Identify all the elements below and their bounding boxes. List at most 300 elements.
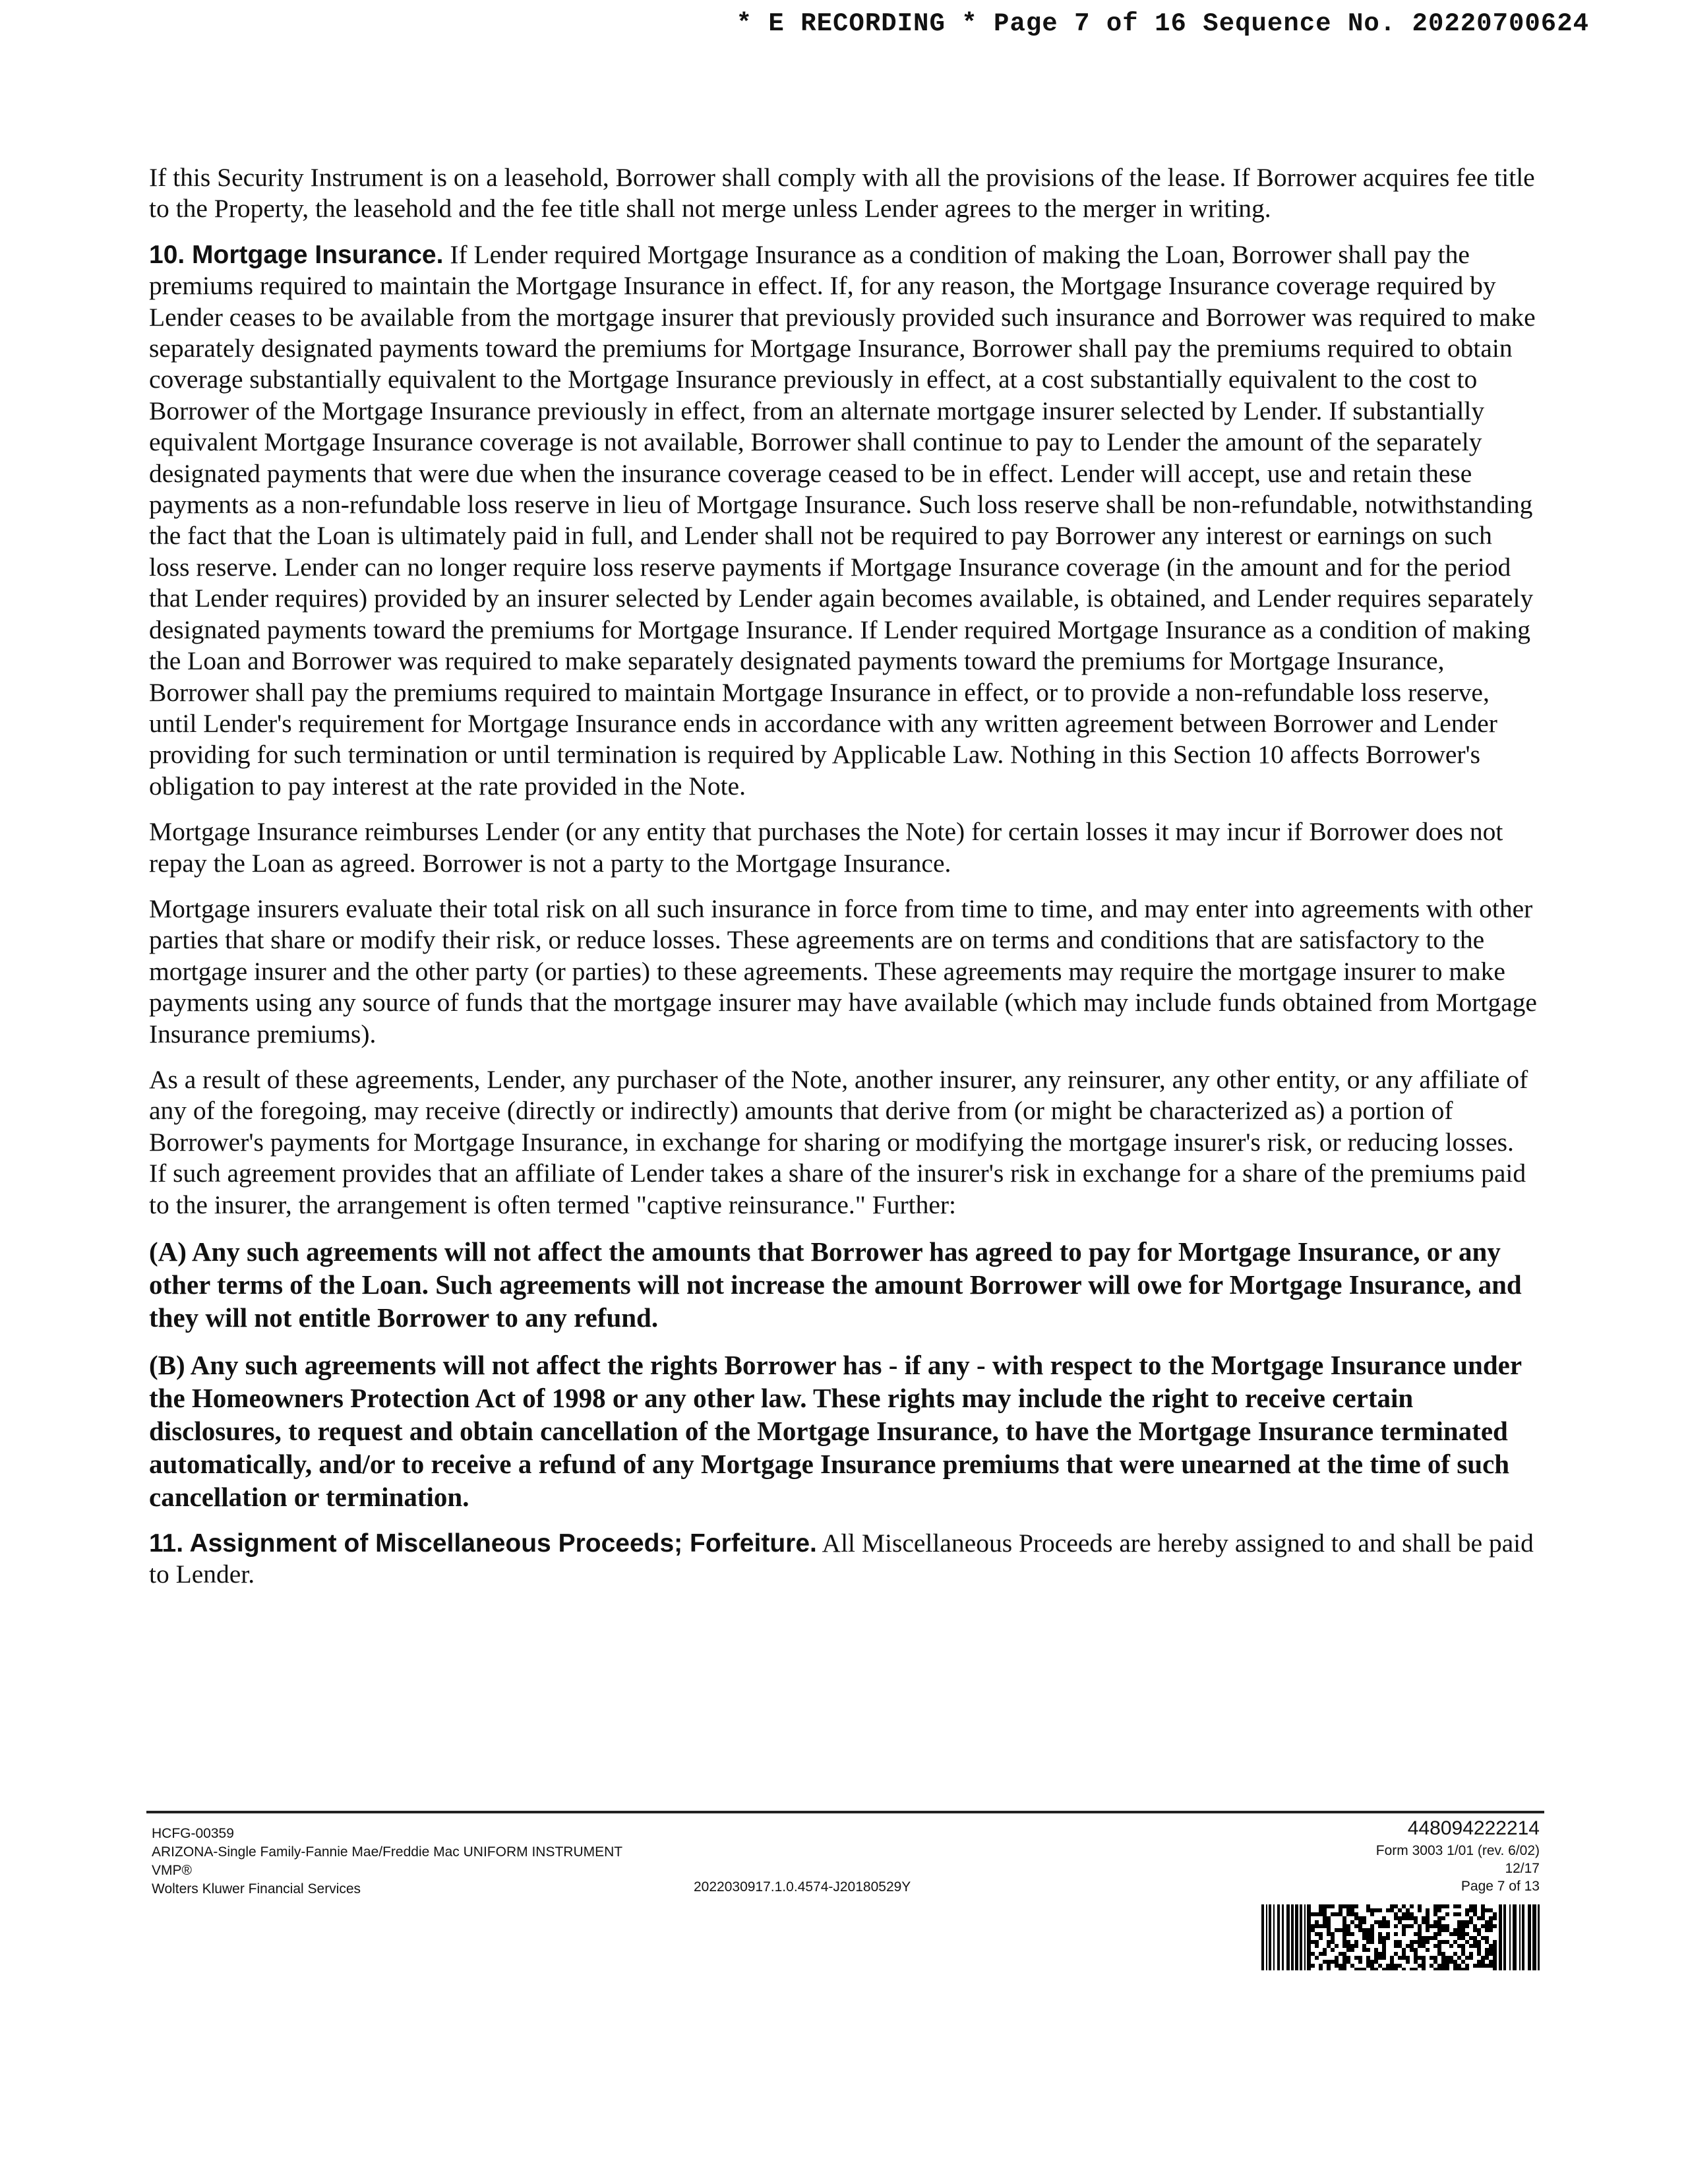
barcode-bar <box>1366 1948 1370 1952</box>
barcode-bar <box>1481 1904 1485 1908</box>
barcode-bar <box>1461 1948 1465 1952</box>
barcode-bar <box>1461 1960 1465 1964</box>
barcode-bar <box>1441 1940 1445 1944</box>
barcode-bar <box>1461 1928 1465 1932</box>
barcode-bar <box>1398 1964 1402 1968</box>
barcode-bar <box>1489 1944 1493 1948</box>
barcode-bar <box>1469 1920 1473 1924</box>
barcode-bar <box>1300 1904 1302 1970</box>
form-code: HCFG-00359 <box>152 1826 234 1841</box>
barcode-bar <box>1382 1920 1386 1924</box>
reimburses-paragraph: Mortgage Insurance reimburses Lender (or any entity that purchases the Note) for certain losses it may incur if Borrower does not repay the Loan as agreed. Borrower is not a party to the Mortgage Insurance. <box>149 817 1503 878</box>
barcode-bar <box>1422 1916 1426 1920</box>
barcode-bar <box>1350 1932 1354 1936</box>
barcode-bar <box>1378 1908 1382 1912</box>
barcode-bar <box>1426 1920 1430 1924</box>
barcode-bar <box>1461 1924 1465 1928</box>
barcode-bar <box>1273 1904 1275 1970</box>
barcode-bar <box>1378 1940 1382 1944</box>
barcode-bar <box>1354 1956 1358 1960</box>
barcode-bar <box>1481 1936 1485 1940</box>
barcode-bar <box>1465 1964 1469 1968</box>
barcode-bar <box>1346 1956 1350 1960</box>
barcode-bar <box>1493 1968 1497 1970</box>
barcode-bar <box>1449 1944 1453 1948</box>
barcode-bar <box>1390 1960 1394 1964</box>
barcode-bar <box>1342 1964 1346 1968</box>
insurers-paragraph: Mortgage insurers evaluate their total risk on all such insurance in force from time to time, and may enter into agreements with other parties that share or modify their risk, or reduce losses. These agreements are on terms and conditions that are satisfactory to the mortgage insurer and the other party (or parties) to these agreements. These agreements may require the mortgage insurer to make payments using any source of funds that the mortgage insurer may have available (which may include funds obtained from Mortgage Insurance premiums). <box>149 894 1537 1048</box>
barcode-bar <box>1406 1924 1410 1928</box>
barcode-bar <box>1315 1920 1319 1924</box>
barcode-bar <box>1386 1908 1390 1912</box>
barcode-bar <box>1378 1956 1382 1960</box>
barcode-bar <box>1335 1964 1339 1968</box>
barcode-bar <box>1493 1956 1497 1960</box>
barcode-bar <box>1481 1912 1485 1916</box>
barcode-bar <box>1445 1968 1449 1970</box>
section-10-heading: 10. Mortgage Insurance. <box>149 240 444 269</box>
barcode-bar <box>1342 1956 1346 1960</box>
barcode-bar <box>1457 1904 1461 1908</box>
barcode-bar <box>1457 1920 1461 1924</box>
section-11-heading: 11. Assignment of Miscellaneous Proceeds; Forfeiture. <box>149 1529 817 1558</box>
barcode-bar <box>1414 1948 1418 1952</box>
barcode-bar <box>1370 1960 1374 1964</box>
barcode-bar <box>1382 1924 1386 1928</box>
barcode-bar <box>1414 1932 1418 1936</box>
barcode-bar <box>1485 1920 1489 1924</box>
footer-right <box>1376 1815 1540 1895</box>
barcode-bar <box>1437 1968 1441 1970</box>
barcode-bar <box>1461 1952 1465 1956</box>
barcode-bar <box>1493 1916 1497 1920</box>
barcode-bar <box>1465 1920 1469 1924</box>
barcode-bar <box>1374 1968 1378 1970</box>
barcode-bar <box>1445 1940 1449 1944</box>
barcode-bar <box>1426 1924 1430 1928</box>
barcode-bar <box>1319 1924 1323 1928</box>
barcode-bar <box>1307 1904 1311 1970</box>
barcode-bar <box>1398 1944 1402 1948</box>
barcode-bar <box>1469 1908 1473 1912</box>
barcode-bar <box>1350 1944 1354 1948</box>
barcode-bar <box>1477 1952 1481 1956</box>
barcode-bar <box>1441 1960 1445 1964</box>
barcode-bar <box>1441 1964 1445 1968</box>
barcode-bar <box>1433 1908 1437 1912</box>
barcode-bar <box>1378 1920 1382 1924</box>
barcode-bar <box>1465 1956 1469 1960</box>
barcode-bar <box>1418 1928 1422 1932</box>
result-paragraph: As a result of these agreements, Lender, any purchaser of the Note, another insurer, any reinsurer, any other entity, or any affiliate of any of the foregoing, may receive (directly or indirectly) amounts that derive from (or might be characterized as) a portion of Borrower's payments for Mortgage Insurance, in exchange for sharing or modifying the mortgage insurer's risk, or reducing losses. If such agreement provides that an affiliate of Lender takes a share of the insurer's risk in exchange for a share of the premiums paid to the insurer, the arrangement is often termed "captive reinsurance." Further: <box>149 1064 1528 1219</box>
clause-b-paragraph: (B) Any such agreements will not affect the rights Borrower has - if any - with respect to the Mortgage Insurance under the Homeowners Protection Act of 1998 or any other law. These rights may include the right to receive certain disclosures, to request and obtain cancellation of the Mortgage Insurance, to have the Mortgage Insurance terminated automatically, and/or to receive a refund of any Mortgage Insurance premiums that were unearned at the time of such cancellation or termination. <box>149 1350 1522 1512</box>
barcode-bar <box>1433 1932 1437 1936</box>
barcode-bar <box>1362 1948 1366 1952</box>
barcode-bar <box>1331 1912 1335 1916</box>
barcode-bar <box>1311 1940 1315 1944</box>
barcode-bar <box>1346 1940 1350 1944</box>
barcode-bar <box>1477 1960 1481 1964</box>
barcode-bar <box>1331 1960 1335 1964</box>
barcode-bar <box>1426 1948 1430 1952</box>
barcode-bar <box>1481 1908 1485 1912</box>
barcode-bar <box>1394 1964 1398 1968</box>
barcode-bar <box>1331 1904 1335 1908</box>
barcode-bar <box>1394 1944 1398 1948</box>
barcode-bar <box>1327 1968 1331 1970</box>
barcode-bar <box>1493 1960 1497 1964</box>
barcode-bar <box>1342 1944 1346 1948</box>
barcode-bar <box>1469 1952 1473 1956</box>
barcode-bar <box>1402 1916 1406 1920</box>
barcode-bar <box>1327 1904 1331 1908</box>
barcode-bar <box>1522 1904 1524 1970</box>
barcode-bar <box>1370 1932 1374 1936</box>
barcode-bar <box>1414 1968 1418 1970</box>
barcode-bar <box>1437 1952 1441 1956</box>
barcode-bar <box>1354 1916 1358 1920</box>
barcode-bar <box>1327 1944 1331 1948</box>
barcode-bar <box>1465 1908 1469 1912</box>
barcode-bar <box>1319 1908 1323 1912</box>
barcode-bar <box>1485 1964 1489 1968</box>
barcode-bar <box>1441 1916 1445 1920</box>
barcode-bar <box>1390 1964 1394 1968</box>
footer-left <box>152 1825 622 1898</box>
barcode-bar <box>1513 1904 1517 1970</box>
barcode-bar <box>1394 1940 1398 1944</box>
barcode-bar <box>1386 1964 1390 1968</box>
barcode-bar <box>1485 1908 1489 1912</box>
barcode-bar <box>1489 1924 1493 1928</box>
leasehold-paragraph: If this Security Instrument is on a leasehold, Borrower shall comply with all the provisions of the lease. If Borrower acquires fee title to the Property, the leasehold and the fee title shall not merge unless Lender agrees to the merger in writing. <box>149 163 1535 224</box>
barcode-bar <box>1282 1904 1284 1970</box>
barcode-bar <box>1342 1904 1346 1908</box>
barcode-bar <box>1430 1924 1433 1928</box>
section-11-text: All Miscellaneous Proceeds are hereby assigned to and shall be paid to Lender. <box>149 1529 1534 1589</box>
barcode-bar <box>1331 1932 1335 1936</box>
barcode-bar <box>1402 1924 1406 1928</box>
barcode-bar <box>1378 1932 1382 1936</box>
barcode-bar <box>1481 1960 1485 1964</box>
barcode-bar <box>1445 1960 1449 1964</box>
barcode-bar <box>1493 1948 1497 1952</box>
barcode-bar <box>1457 1936 1461 1940</box>
barcode-bar <box>1295 1904 1298 1970</box>
barcode-bar <box>1354 1924 1358 1928</box>
barcode-bar <box>1366 1928 1370 1932</box>
barcode-bar <box>1358 1960 1362 1964</box>
barcode-bar <box>1422 1956 1426 1960</box>
barcode-bar <box>1469 1916 1473 1920</box>
barcode-bar <box>1414 1952 1418 1956</box>
barcode-bar <box>1331 1948 1335 1952</box>
barcode-bar <box>1469 1936 1473 1940</box>
footer-divider <box>146 1811 1544 1813</box>
barcode-bar <box>1437 1916 1441 1920</box>
barcode-bar <box>1406 1916 1410 1920</box>
barcode-bar <box>1346 1960 1350 1964</box>
barcode-bar <box>1445 1912 1449 1916</box>
barcode-bar <box>1410 1912 1414 1916</box>
barcode-bar <box>1430 1936 1433 1940</box>
barcode-bar <box>1269 1904 1271 1970</box>
barcode-bar <box>1453 1960 1457 1964</box>
barcode-bar <box>1402 1968 1406 1970</box>
barcode-bar <box>1366 1940 1370 1944</box>
barcode-bar <box>1441 1968 1445 1970</box>
barcode-bar <box>1382 1952 1386 1956</box>
barcode-bar <box>1461 1936 1465 1940</box>
barcode-bar <box>1485 1956 1489 1960</box>
barcode-bar <box>1327 1916 1331 1920</box>
clause-a-paragraph: (A) Any such agreements will not affect the amounts that Borrower has agreed to pay for Mortgage Insurance, or any other terms of the Loan. Such agreements will not increase the amount Borrower will owe for Mortgage Insurance, and they will not entitle Borrower to any refund. <box>149 1236 1522 1333</box>
barcode-bar <box>1437 1940 1441 1944</box>
barcode-bar <box>1394 1904 1398 1908</box>
barcode-bar <box>1394 1916 1398 1920</box>
barcode-bar <box>1304 1904 1306 1970</box>
barcode-bar <box>1266 1904 1267 1970</box>
barcode-bar <box>1457 1968 1461 1970</box>
barcode-bar <box>1453 1928 1457 1932</box>
barcode-bar <box>1430 1964 1433 1968</box>
barcode-bar <box>1485 1948 1489 1952</box>
barcode-bar <box>1433 1912 1437 1916</box>
barcode-bar <box>1350 1948 1354 1952</box>
barcode-bar <box>1382 1968 1386 1970</box>
barcode-bar <box>1366 1904 1370 1908</box>
barcode-bar <box>1437 1904 1441 1908</box>
barcode-bar <box>1350 1908 1354 1912</box>
barcode-bar <box>1390 1904 1394 1908</box>
barcode-bar <box>1335 1912 1339 1916</box>
barcode-bar <box>1394 1912 1398 1916</box>
barcode <box>1261 1904 1540 1970</box>
barcode-bar <box>1394 1924 1398 1928</box>
barcode-bar <box>1319 1932 1323 1936</box>
barcode-bar <box>1437 1928 1441 1932</box>
barcode-bar <box>1426 1928 1430 1932</box>
barcode-bar <box>1414 1940 1418 1944</box>
barcode-bar <box>1362 1928 1366 1932</box>
section-11-paragraph <box>149 1528 1537 1591</box>
barcode-bar <box>1426 1936 1430 1940</box>
barcode-bar <box>1319 1904 1323 1908</box>
barcode-bar <box>1402 1948 1406 1952</box>
form-number: Form 3003 1/01 (rev. 6/02) <box>1375 1843 1540 1858</box>
barcode-bar <box>1477 1944 1481 1948</box>
barcode-bars <box>1261 1904 1540 1970</box>
barcode-bar <box>1477 1948 1481 1952</box>
barcode-bar <box>1335 1944 1339 1948</box>
barcode-bar <box>1319 1964 1323 1968</box>
barcode-bar <box>1422 1968 1426 1970</box>
barcode-bar <box>1382 1936 1386 1940</box>
barcode-bar <box>1386 1920 1390 1924</box>
barcode-bar <box>1362 1916 1366 1920</box>
barcode-bar <box>1358 1956 1362 1960</box>
barcode-bar <box>1449 1956 1453 1960</box>
barcode-bar <box>1461 1932 1465 1936</box>
barcode-bar <box>1382 1956 1386 1960</box>
barcode-bar <box>1358 1924 1362 1928</box>
barcode-bar <box>1465 1924 1469 1928</box>
barcode-bar <box>1477 1964 1481 1968</box>
barcode-bar <box>1461 1944 1465 1948</box>
barcode-bar <box>1489 1960 1493 1964</box>
barcode-bar <box>1402 1956 1406 1960</box>
barcode-bar <box>1493 1940 1497 1944</box>
barcode-bar <box>1331 1936 1335 1940</box>
barcode-bar <box>1346 1932 1350 1936</box>
barcode-bar <box>1370 1924 1374 1928</box>
barcode-bar <box>1366 1956 1370 1960</box>
barcode-bar <box>1473 1940 1477 1944</box>
barcode-bar <box>1362 1920 1366 1924</box>
barcode-bar <box>1382 1940 1386 1944</box>
barcode-bar <box>1469 1956 1473 1960</box>
barcode-bar <box>1398 1956 1402 1960</box>
barcode-bar <box>1327 1928 1331 1932</box>
instrument-title: ARIZONA-Single Family-Fannie Mae/Freddie Mac UNIFORM INSTRUMENT <box>152 1844 623 1860</box>
barcode-bar <box>1457 1924 1461 1928</box>
barcode-bar <box>1354 1912 1358 1916</box>
barcode-bar <box>1378 1952 1382 1956</box>
barcode-bar <box>1485 1952 1489 1956</box>
barcode-bar <box>1323 1920 1327 1924</box>
barcode-bar <box>1358 1928 1362 1932</box>
barcode-bar <box>1339 1952 1342 1956</box>
barcode-bar <box>1410 1924 1414 1928</box>
barcode-bar <box>1406 1912 1410 1916</box>
barcode-bar <box>1414 1916 1418 1920</box>
barcode-bar <box>1489 1948 1493 1952</box>
barcode-bar <box>1398 1940 1402 1944</box>
barcode-bar <box>1481 1964 1485 1968</box>
barcode-bar <box>1509 1904 1511 1970</box>
barcode-bar <box>1382 1916 1386 1920</box>
barcode-bar <box>1370 1964 1374 1968</box>
barcode-bar <box>1346 1944 1350 1948</box>
barcode-bar <box>1366 1960 1370 1964</box>
barcode-bar <box>1422 1964 1426 1968</box>
barcode-bar <box>1277 1904 1280 1970</box>
barcode-bar <box>1489 1952 1493 1956</box>
barcode-bar <box>1382 1948 1386 1952</box>
barcode-bar <box>1342 1928 1346 1932</box>
barcode-bar <box>1346 1924 1350 1928</box>
barcode-bar <box>1485 1940 1489 1944</box>
form-revision: 12/17 <box>1505 1861 1540 1876</box>
barcode-bar <box>1315 1956 1319 1960</box>
barcode-bar <box>1346 1908 1350 1912</box>
barcode-bar <box>1339 1908 1342 1912</box>
barcode-bar <box>1445 1928 1449 1932</box>
barcode-bar <box>1342 1932 1346 1936</box>
barcode-bar <box>1473 1944 1477 1948</box>
barcode-bar <box>1473 1924 1477 1928</box>
barcode-bar <box>1327 1940 1331 1944</box>
barcode-bar <box>1414 1920 1418 1924</box>
barcode-bar <box>1342 1924 1346 1928</box>
barcode-bar <box>1473 1928 1477 1932</box>
barcode-bar <box>1445 1924 1449 1928</box>
barcode-bar <box>1489 1916 1493 1920</box>
barcode-bar <box>1414 1960 1418 1964</box>
barcode-bar <box>1342 1960 1346 1964</box>
barcode-bar <box>1323 1904 1327 1908</box>
barcode-bar <box>1473 1912 1477 1916</box>
barcode-bar <box>1311 1964 1315 1968</box>
barcode-bar <box>1426 1908 1430 1912</box>
barcode-bar <box>1418 1904 1422 1908</box>
barcode-bar <box>1346 1912 1350 1916</box>
barcode-bar <box>1335 1928 1339 1932</box>
barcode-bar <box>1461 1920 1465 1924</box>
barcode-bar <box>1311 1912 1315 1916</box>
barcode-bar <box>1437 1908 1441 1912</box>
barcode-bar <box>1394 1952 1398 1956</box>
barcode-bar <box>1449 1960 1453 1964</box>
barcode-bar <box>1374 1960 1378 1964</box>
barcode-bar <box>1433 1936 1437 1940</box>
barcode-bar <box>1489 1908 1493 1912</box>
barcode-bar <box>1489 1920 1493 1924</box>
barcode-bar <box>1374 1956 1378 1960</box>
barcode-bar <box>1374 1952 1378 1956</box>
barcode-bar <box>1477 1932 1481 1936</box>
barcode-bar <box>1366 1932 1370 1936</box>
barcode-bar <box>1453 1964 1457 1968</box>
barcode-bar <box>1493 1952 1497 1956</box>
barcode-bar <box>1418 1908 1422 1912</box>
barcode-bar <box>1358 1916 1362 1920</box>
barcode-bar <box>1449 1932 1453 1936</box>
barcode-bar <box>1342 1940 1346 1944</box>
barcode-bar <box>1315 1924 1319 1928</box>
barcode-bar <box>1358 1920 1362 1924</box>
barcode-bar <box>1323 1924 1327 1928</box>
barcode-bar <box>1433 1956 1437 1960</box>
barcode-bar <box>1437 1924 1441 1928</box>
barcode-bar <box>1354 1944 1358 1948</box>
barcode-bar <box>1441 1928 1445 1932</box>
barcode-bar <box>1437 1948 1441 1952</box>
barcode-bar <box>1366 1964 1370 1968</box>
barcode-bar <box>1485 1924 1489 1928</box>
barcode-bar <box>1390 1956 1394 1960</box>
barcode-bar <box>1291 1904 1294 1970</box>
loan-number: 448094222214 <box>1407 1817 1540 1839</box>
barcode-bar <box>1430 1956 1433 1960</box>
barcode-bar <box>1453 1904 1457 1908</box>
barcode-bar <box>1346 1928 1350 1932</box>
barcode-bar <box>1473 1904 1477 1908</box>
barcode-bar <box>1437 1920 1441 1924</box>
barcode-bar <box>1386 1968 1390 1970</box>
barcode-bar <box>1410 1948 1414 1952</box>
barcode-bar <box>1422 1920 1426 1924</box>
barcode-bar <box>1437 1944 1441 1948</box>
section-10-text: If Lender required Mortgage Insurance as a condition of making the Loan, Borrower shall pay the premiums required to maintain the Mortgage Insurance in effect. If, for any reason, the Mortgage Insurance coverage required by Lender ceases to be available from the mortgage insurer that previously provided such insurance and Borrower was required to make separately designated payments toward the premiums for Mortgage Insurance, Borrower shall pay the premiums required to obtain coverage substantially equivalent to the Mortgage Insurance previously in effect, at a cost substantially equivalent to the cost to Borrower of the Mortgage Insurance previously in effect, from an alternate mortgage insurer selected by Lender. If substantially equivalent Mortgage Insurance coverage is not available, Borrower shall continue to pay to Lender the amount of the separately designated payments that were due when the insurance coverage ceased to be in effect. Lender will accept, use and retain these payments as a non-refundable loss reserve in lieu of Mortgage Insurance. Such loss reserve shall be non-refundable, notwithstanding the fact that the Loan is ultimately paid in full, and Lender shall not be required to pay Borrower any interest or earnings on such loss reserve. Lender can no longer require loss reserve payments if Mortgage Insurance coverage (in the amount and for the period that Lender requires) provided by an insurer selected by Lender again becomes available, is obtained, and Lender requires separately designated payments toward the premiums for Mortgage Insurance. If Lender required Mortgage Insurance as a condition of making the Loan and Borrower was required to make separately designated payments toward the premiums for Mortgage Insurance, Borrower shall pay the premiums required to maintain Mortgage Insurance in effect, or to provide a non-refundable loss reserve, until Lender's requirement for Mortgage Insurance ends in accordance with any written agreement between Borrower and Lender providing for such termination or until termination is required by Applicable Law. Nothing in this Section 10 affects Borrower's obligation to pay interest at the rate provided in the Note. <box>149 239 1536 801</box>
barcode-bar <box>1390 1968 1394 1970</box>
barcode-bar <box>1477 1940 1481 1944</box>
barcode-bar <box>1342 1936 1346 1940</box>
barcode-bar <box>1327 1920 1331 1924</box>
barcode-bar <box>1323 1952 1327 1956</box>
barcode-bar <box>1418 1940 1422 1944</box>
barcode-bar <box>1489 1928 1493 1932</box>
